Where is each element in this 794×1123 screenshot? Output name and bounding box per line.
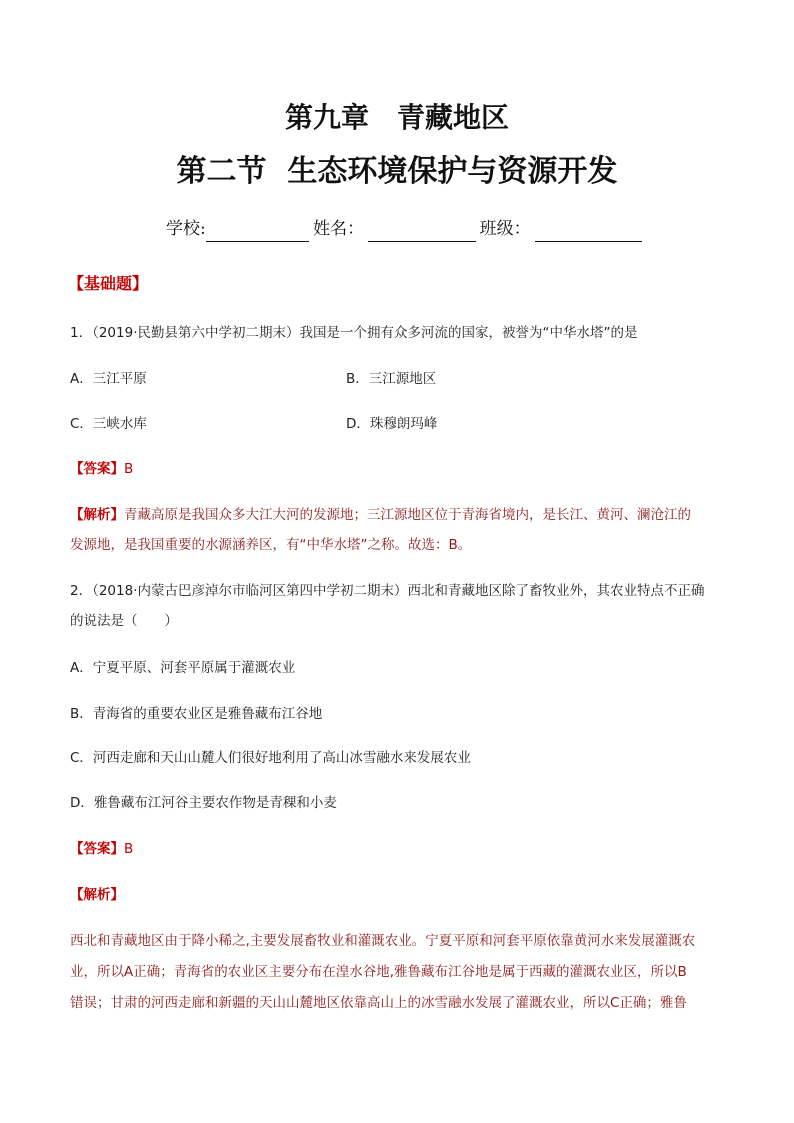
class-label: 班级： bbox=[479, 219, 531, 239]
q2-analysis-line-2: 业，所以A正确；青海省的农业区主要分布在湟水谷地,雅鲁藏布江谷地是属于西藏的灌溉农业区，所以B bbox=[70, 964, 687, 980]
name-label: 姓名： bbox=[313, 219, 365, 239]
q2-analysis-line-3: 错误；甘肃的河西走廊和新疆的天山山麓地区依靠高山上的冰雪融水发展了灌溉农业，所以C正确；雅鲁 bbox=[70, 995, 687, 1011]
school-blank bbox=[206, 222, 309, 242]
q2-answer-label: 【答案】 bbox=[70, 841, 124, 857]
q2-option-d: D．雅鲁藏布江河谷主要农作物是青稞和小麦 bbox=[70, 795, 337, 811]
name-blank bbox=[368, 222, 475, 242]
q1-answer bbox=[70, 458, 133, 480]
q2-option-c: C．河西走廊和天山山麓人们很好地利用了高山冰雪融水来发展农业 bbox=[70, 750, 471, 766]
q2-analysis-line-1: 西北和青藏地区由于降小稀之,主要发展畜牧业和灌溉农业。宁夏平原和河套平原依靠黄河水来发展灌溉农 bbox=[70, 933, 696, 949]
class-blank bbox=[535, 222, 642, 242]
q1-option-c: C．三峡水库 bbox=[70, 416, 147, 432]
q1-option-b: B．三江源地区 bbox=[346, 371, 437, 387]
q2-analysis-heading bbox=[70, 884, 124, 906]
section-title: 第二节 生态环境保护与资源开发 bbox=[176, 154, 618, 189]
q2-stem-line-1: 2．（2018·内蒙古巴彦淖尔市临河区第四中学初二期末）西北和青藏地区除了畜牧业外，其农业特点不正确 bbox=[70, 583, 705, 599]
q1-stem: 1．（2019·民勤县第六中学初二期末）我国是一个拥有众多河流的国家，被誉为“中华水塔”的是 bbox=[70, 325, 638, 341]
q2-answer bbox=[70, 838, 133, 860]
q1-analysis-text-1: 青藏高原是我国众多大江大河的发源地；三江源地区位于青海省境内，是长江、黄河、澜沧江的 bbox=[124, 507, 691, 523]
q2-analysis-label: 【解析】 bbox=[70, 887, 124, 903]
q1-answer-label: 【答案】 bbox=[70, 461, 124, 477]
category-heading: 【基础题】 bbox=[68, 274, 149, 293]
school-label: 学校: bbox=[166, 219, 206, 239]
q1-answer-value: B bbox=[124, 461, 134, 477]
q2-stem-line-2: 的说法是（ ） bbox=[70, 613, 178, 629]
q2-option-a: A．宁夏平原、河套平原属于灌溉农业 bbox=[70, 660, 296, 676]
q1-option-d: D．珠穆朗玛峰 bbox=[346, 416, 438, 432]
student-info-row bbox=[166, 216, 646, 242]
q2-answer-value: B bbox=[124, 841, 134, 857]
q1-analysis-label: 【解析】 bbox=[70, 507, 124, 523]
chapter-title: 第九章 青藏地区 bbox=[284, 101, 509, 134]
q1-option-a: A．三江平原 bbox=[70, 371, 147, 387]
q1-analysis-line-1 bbox=[70, 504, 691, 526]
q1-analysis-line-2: 发源地，是我国重要的水源涵养区，有“中华水塔”之称。故选：B。 bbox=[70, 537, 472, 553]
q2-option-b: B．青海省的重要农业区是雅鲁藏布江谷地 bbox=[70, 706, 323, 722]
